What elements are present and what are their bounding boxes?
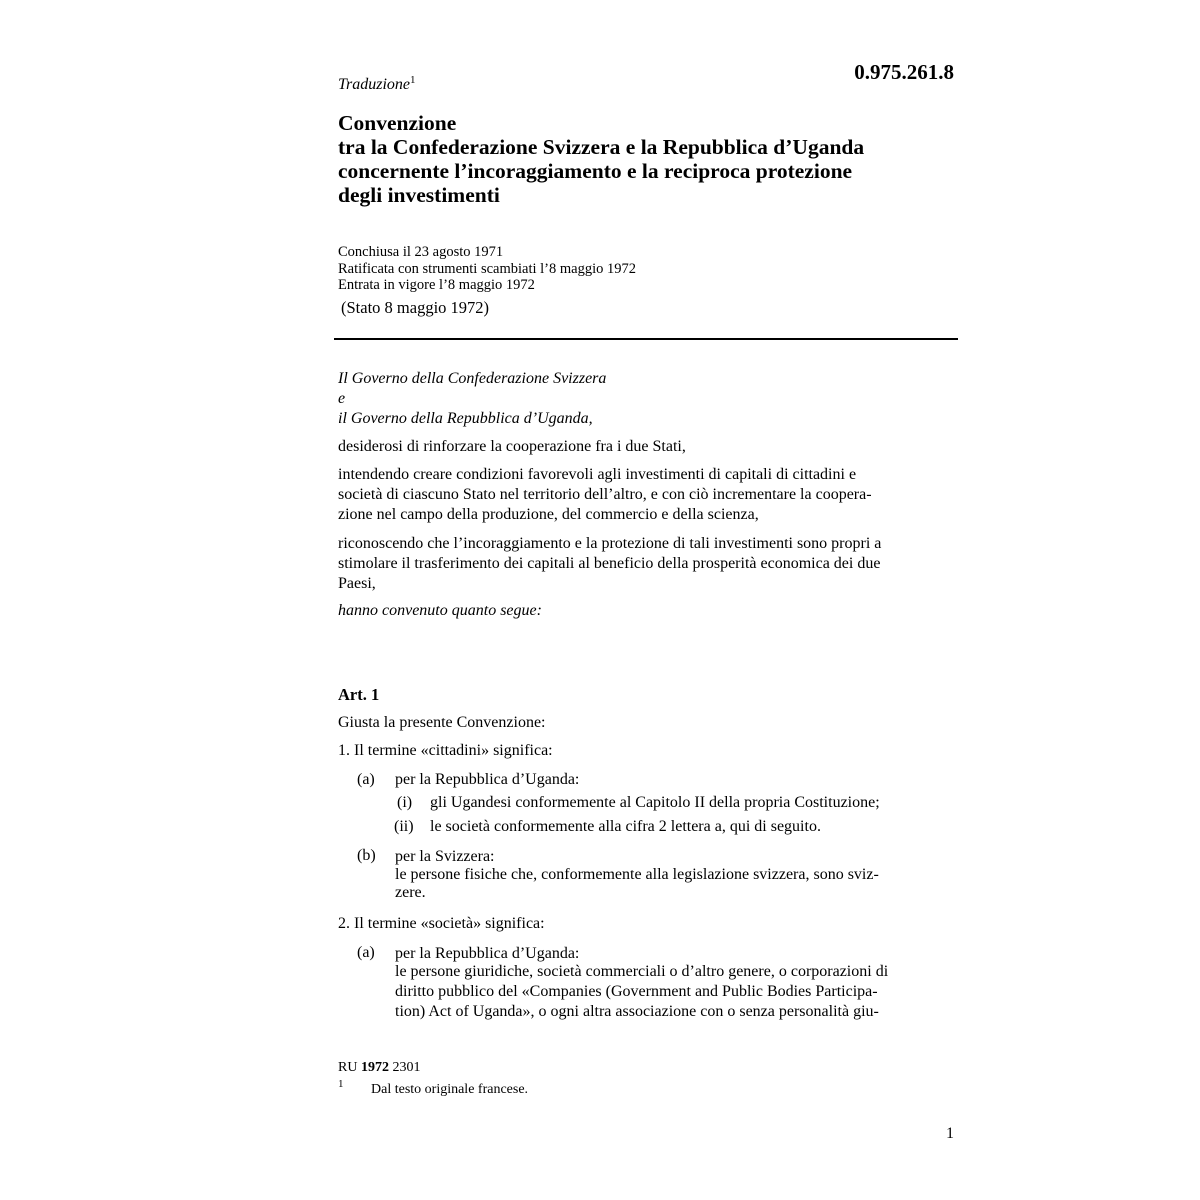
preamble-e: e (338, 390, 346, 407)
document-title (338, 111, 978, 207)
text-line: tion) Act of Uganda», o ogni altra associazione con o senza personalità giu- (395, 1003, 879, 1020)
item-1a-ii-text: le società conformemente alla cifra 2 lettera a, qui di seguito. (430, 818, 821, 835)
ru-year: 1972 (360, 1060, 389, 1075)
ratified-date: Ratificata con strumenti scambiati l’8 maggio 1972 (338, 260, 636, 277)
preamble-p3 (338, 534, 957, 594)
title-line: tra la Confederazione Svizzera e la Repubblica d’Uganda (338, 135, 865, 159)
item-1a-text: per la Repubblica d’Uganda: (395, 771, 580, 788)
item-2a-text: per la Repubblica d’Uganda: (395, 945, 580, 962)
item-1a-i-label: (i) (397, 794, 413, 811)
item-1a-ii-label: (ii) (394, 818, 414, 835)
item-1b-block (395, 847, 957, 903)
text-line: stimolare il trasferimento dei capitali al beneficio della prosperità economica dei due (338, 555, 881, 572)
item-1b-label: (b) (357, 847, 376, 864)
text-line: zere. (395, 884, 426, 901)
text-line: zione nel campo della produzione, del commercio e della scienza, (338, 506, 759, 523)
document-number: 0.975.261.8 (854, 60, 954, 84)
title-line: Convenzione (338, 111, 457, 135)
translation-text: Traduzione (338, 76, 411, 93)
article-heading: Art. 1 (338, 685, 380, 704)
translation-label (338, 74, 416, 94)
item-1a-i-text: gli Ugandesi conformemente al Capitolo II della propria Costituzione; (430, 794, 880, 811)
footnote-text: Dal testo originale francese. (371, 1082, 529, 1097)
item-1: 1. Il termine «cittadini» significa: (338, 742, 553, 759)
header-divider (334, 338, 958, 340)
preamble-p1: desiderosi di rinforzare la cooperazione fra i due Stati, (338, 438, 686, 455)
status-date: (Stato 8 maggio 1972) (341, 298, 490, 317)
text-line: diritto pubblico del «Companies (Government and Public Bodies Participa- (395, 983, 878, 1000)
footnote-mark: 1 (338, 1078, 344, 1090)
preamble-gov2: il Governo della Repubblica d’Uganda, (338, 410, 593, 427)
preamble-agreed: hanno convenuto quanto segue: (338, 602, 542, 619)
item-2a-block (395, 944, 957, 1022)
text-line: riconoscendo che l’incoraggiamento e la protezione di tali investimenti sono propri a (338, 535, 882, 552)
title-line: degli investimenti (338, 183, 500, 207)
concluded-date: Conchiusa il 23 agosto 1971 (338, 244, 504, 260)
text-line: le persone fisiche che, conformemente alla legislazione svizzera, sono sviz- (395, 866, 879, 883)
page-number: 1 (946, 1125, 954, 1142)
text-line: Paesi, (338, 575, 376, 592)
ru-reference (338, 1060, 420, 1076)
ru-prefix: RU (338, 1060, 358, 1075)
preamble-gov1: Il Governo della Confederazione Svizzera (338, 370, 607, 387)
footnote-ref: 1 (410, 74, 416, 86)
item-1a-label: (a) (357, 771, 375, 788)
ru-page: 2301 (392, 1060, 421, 1075)
in-force-date: Entrata in vigore l’8 maggio 1972 (338, 277, 535, 293)
article-intro: Giusta la presente Convenzione: (338, 714, 546, 731)
item-2a-label: (a) (357, 944, 375, 961)
text-line: società di ciascuno Stato nel territorio dell’altro, e con ciò incrementare la coopera- (338, 486, 872, 503)
text-line: le persone giuridiche, società commerciali o d’altro genere, o corporazioni di (395, 963, 889, 980)
preamble-p2 (338, 465, 957, 525)
title-line: concernente l’incoraggiamento e la reciproca protezione (338, 159, 853, 183)
item-1b-text: per la Svizzera: (395, 848, 495, 865)
text-line: intendendo creare condizioni favorevoli agli investimenti di capitali di cittadini e (338, 466, 857, 483)
item-2: 2. Il termine «società» significa: (338, 915, 545, 932)
treaty-dates (338, 244, 636, 294)
